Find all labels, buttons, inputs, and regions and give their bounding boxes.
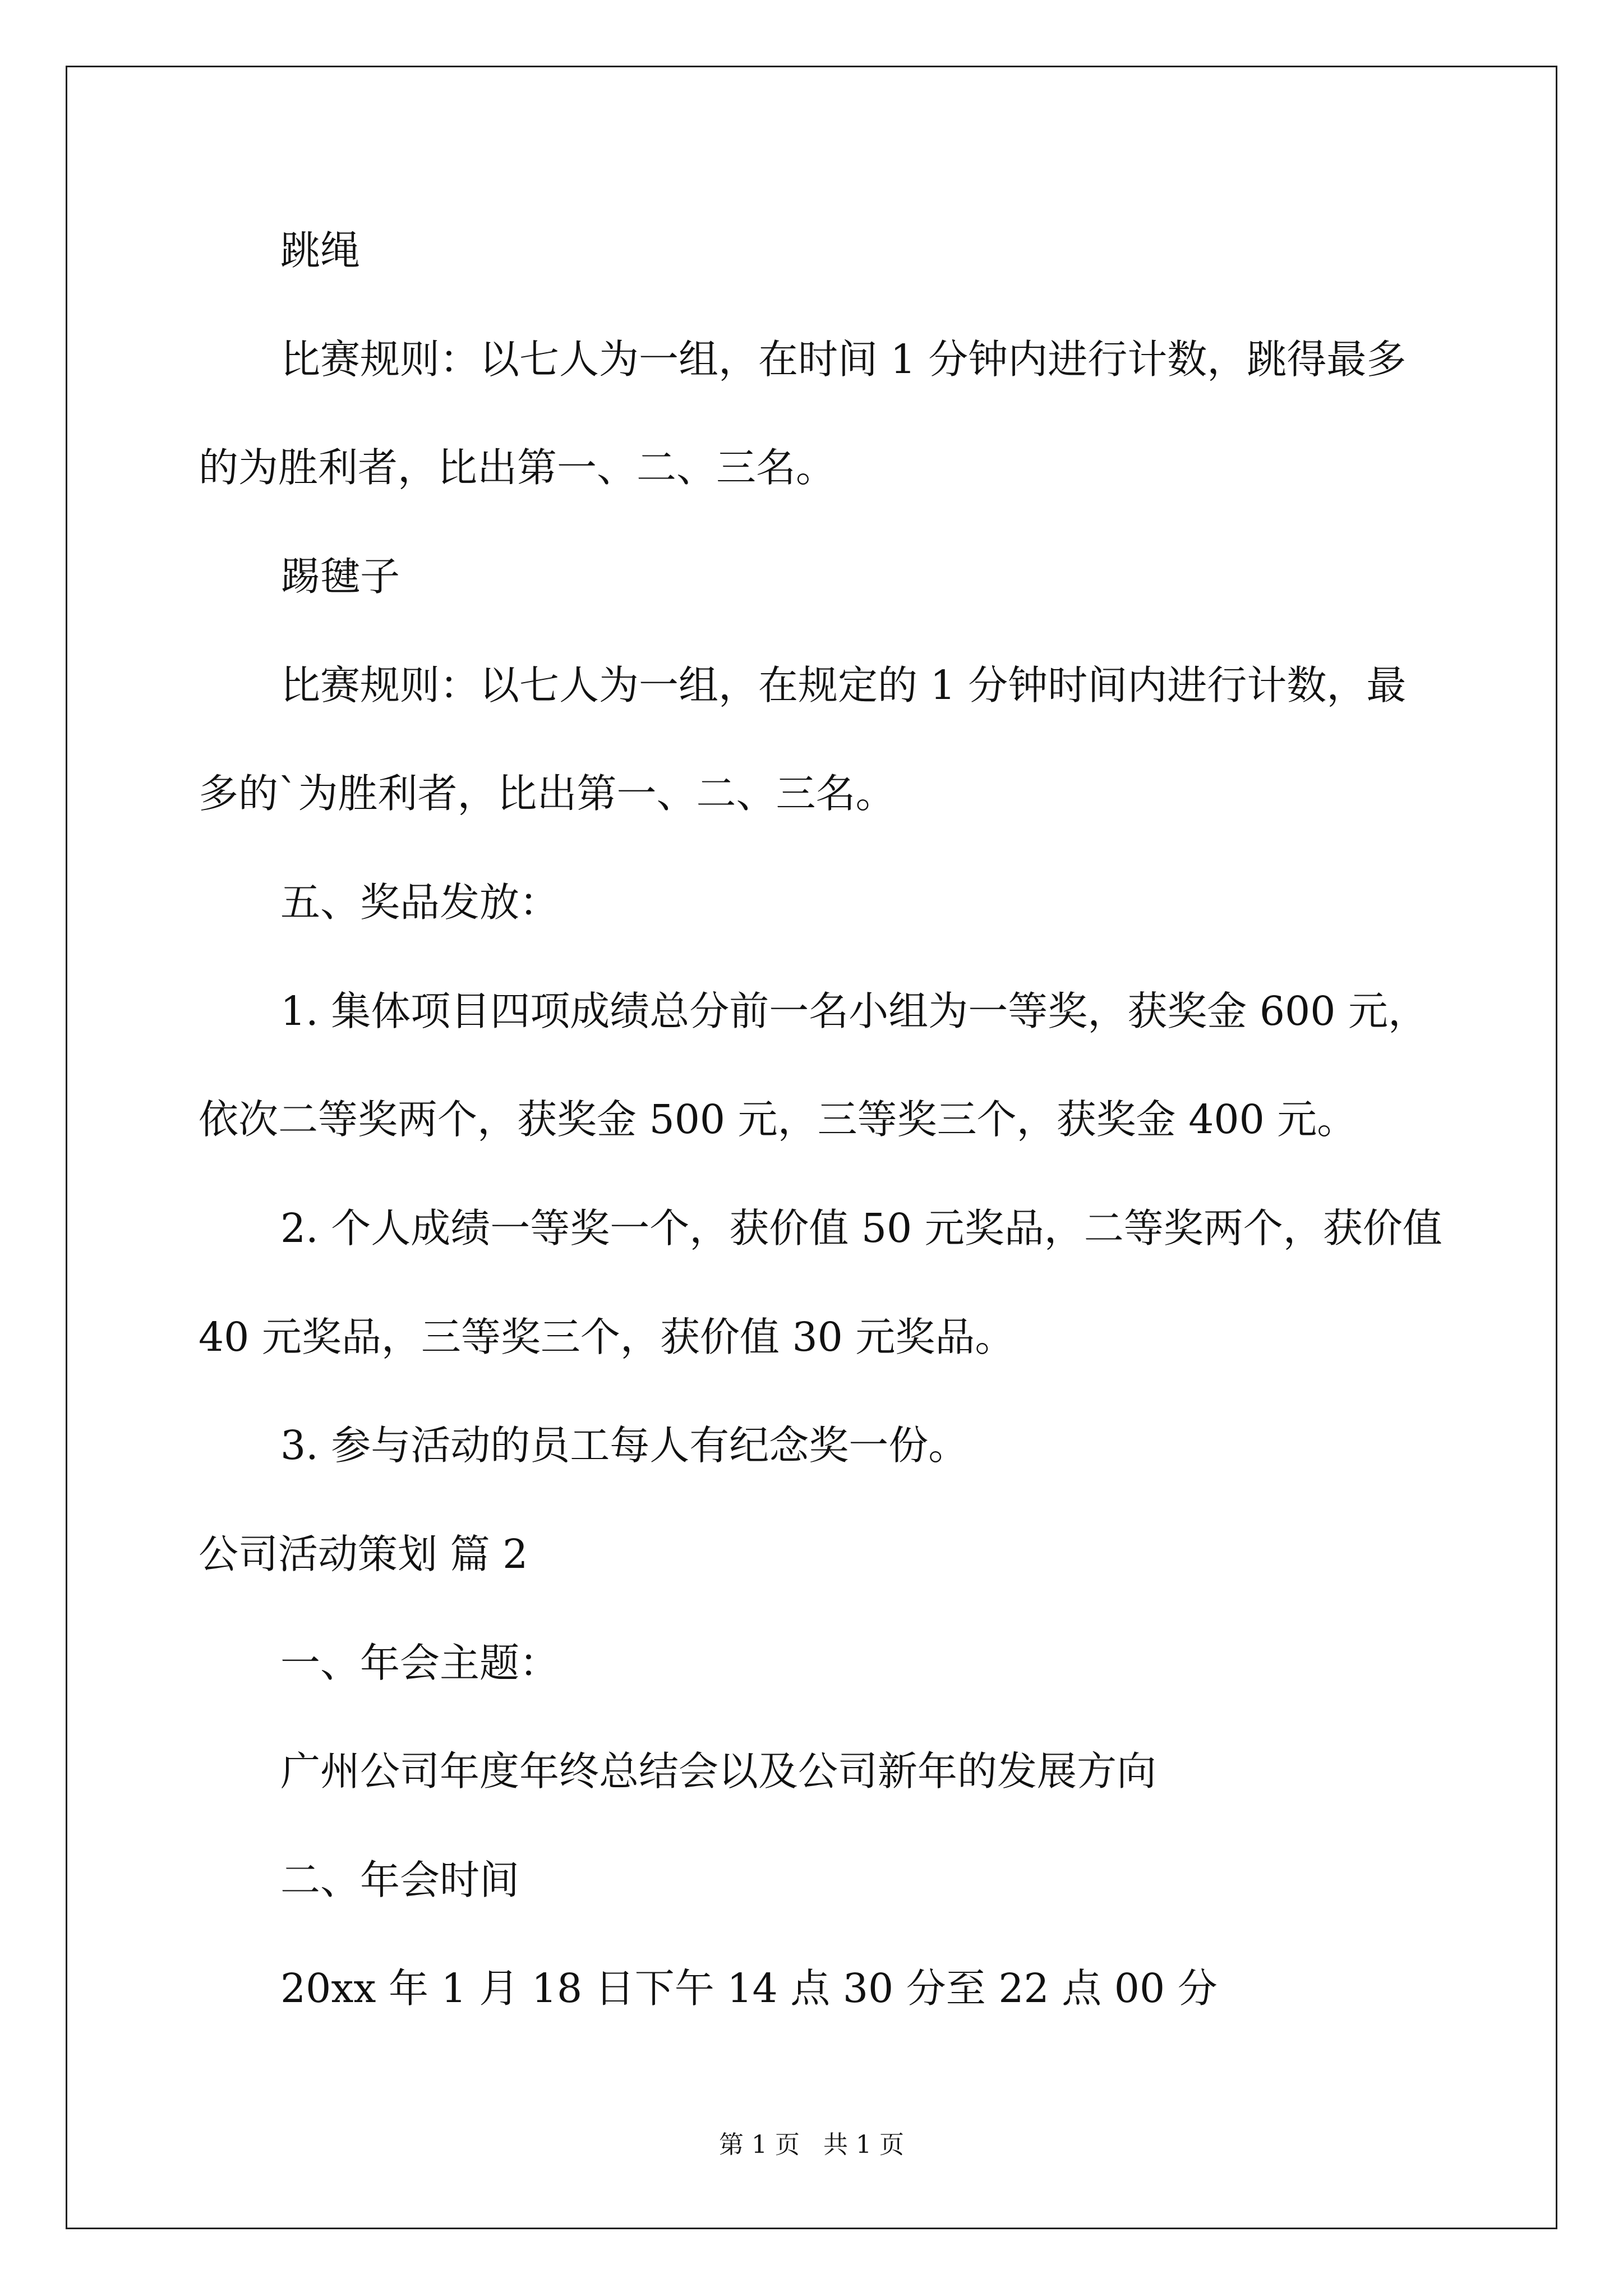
section-heading-theme: 一、年会主题：	[280, 1640, 560, 1686]
paragraph-line: 比赛规则：以七人为一组，在时间 1 分钟内进行计数，跳得最多	[280, 336, 1407, 383]
section-heading-time: 二、年会时间	[280, 1857, 520, 1903]
chapter-title: 公司活动策划 篇 2	[199, 1531, 528, 1577]
paragraph-line: 比赛规则：以七人为一组，在规定的 1 分钟时间内进行计数，最	[280, 662, 1407, 708]
paragraph-line: 的为胜利者，比出第一、二、三名。	[199, 444, 836, 491]
paragraph-line: 依次二等奖两个，获奖金 500 元，三等奖三个，获奖金 400 元。	[199, 1096, 1357, 1143]
heading-shuttlecock: 踢毽子	[280, 553, 400, 600]
paragraph-line: 20xx 年 1 月 18 日下午 14 点 30 分至 22 点 00 分	[280, 1965, 1218, 2012]
paragraph-line: 广州公司年度年终总结会以及公司新年的发展方向	[280, 1748, 1157, 1795]
page-footer: 第 1 页 共 1 页	[719, 2131, 904, 2159]
paragraph-line: 多的`为胜利者，比出第一、二、三名。	[199, 770, 896, 817]
section-heading-prizes: 五、奖品发放：	[280, 879, 560, 926]
heading-jump-rope: 跳绳	[280, 227, 361, 274]
paragraph-line: 40 元奖品，三等奖三个，获价值 30 元奖品。	[199, 1314, 1015, 1360]
paragraph-line: 2. 个人成绩一等奖一个，获价值 50 元奖品，二等奖两个，获价值	[280, 1205, 1442, 1251]
paragraph-line: 3. 参与活动的员工每人有纪念奖一份。	[280, 1422, 969, 1469]
paragraph-line: 1. 集体项目四项成绩总分前一名小组为一等奖，获奖金 600 元，	[280, 988, 1428, 1034]
